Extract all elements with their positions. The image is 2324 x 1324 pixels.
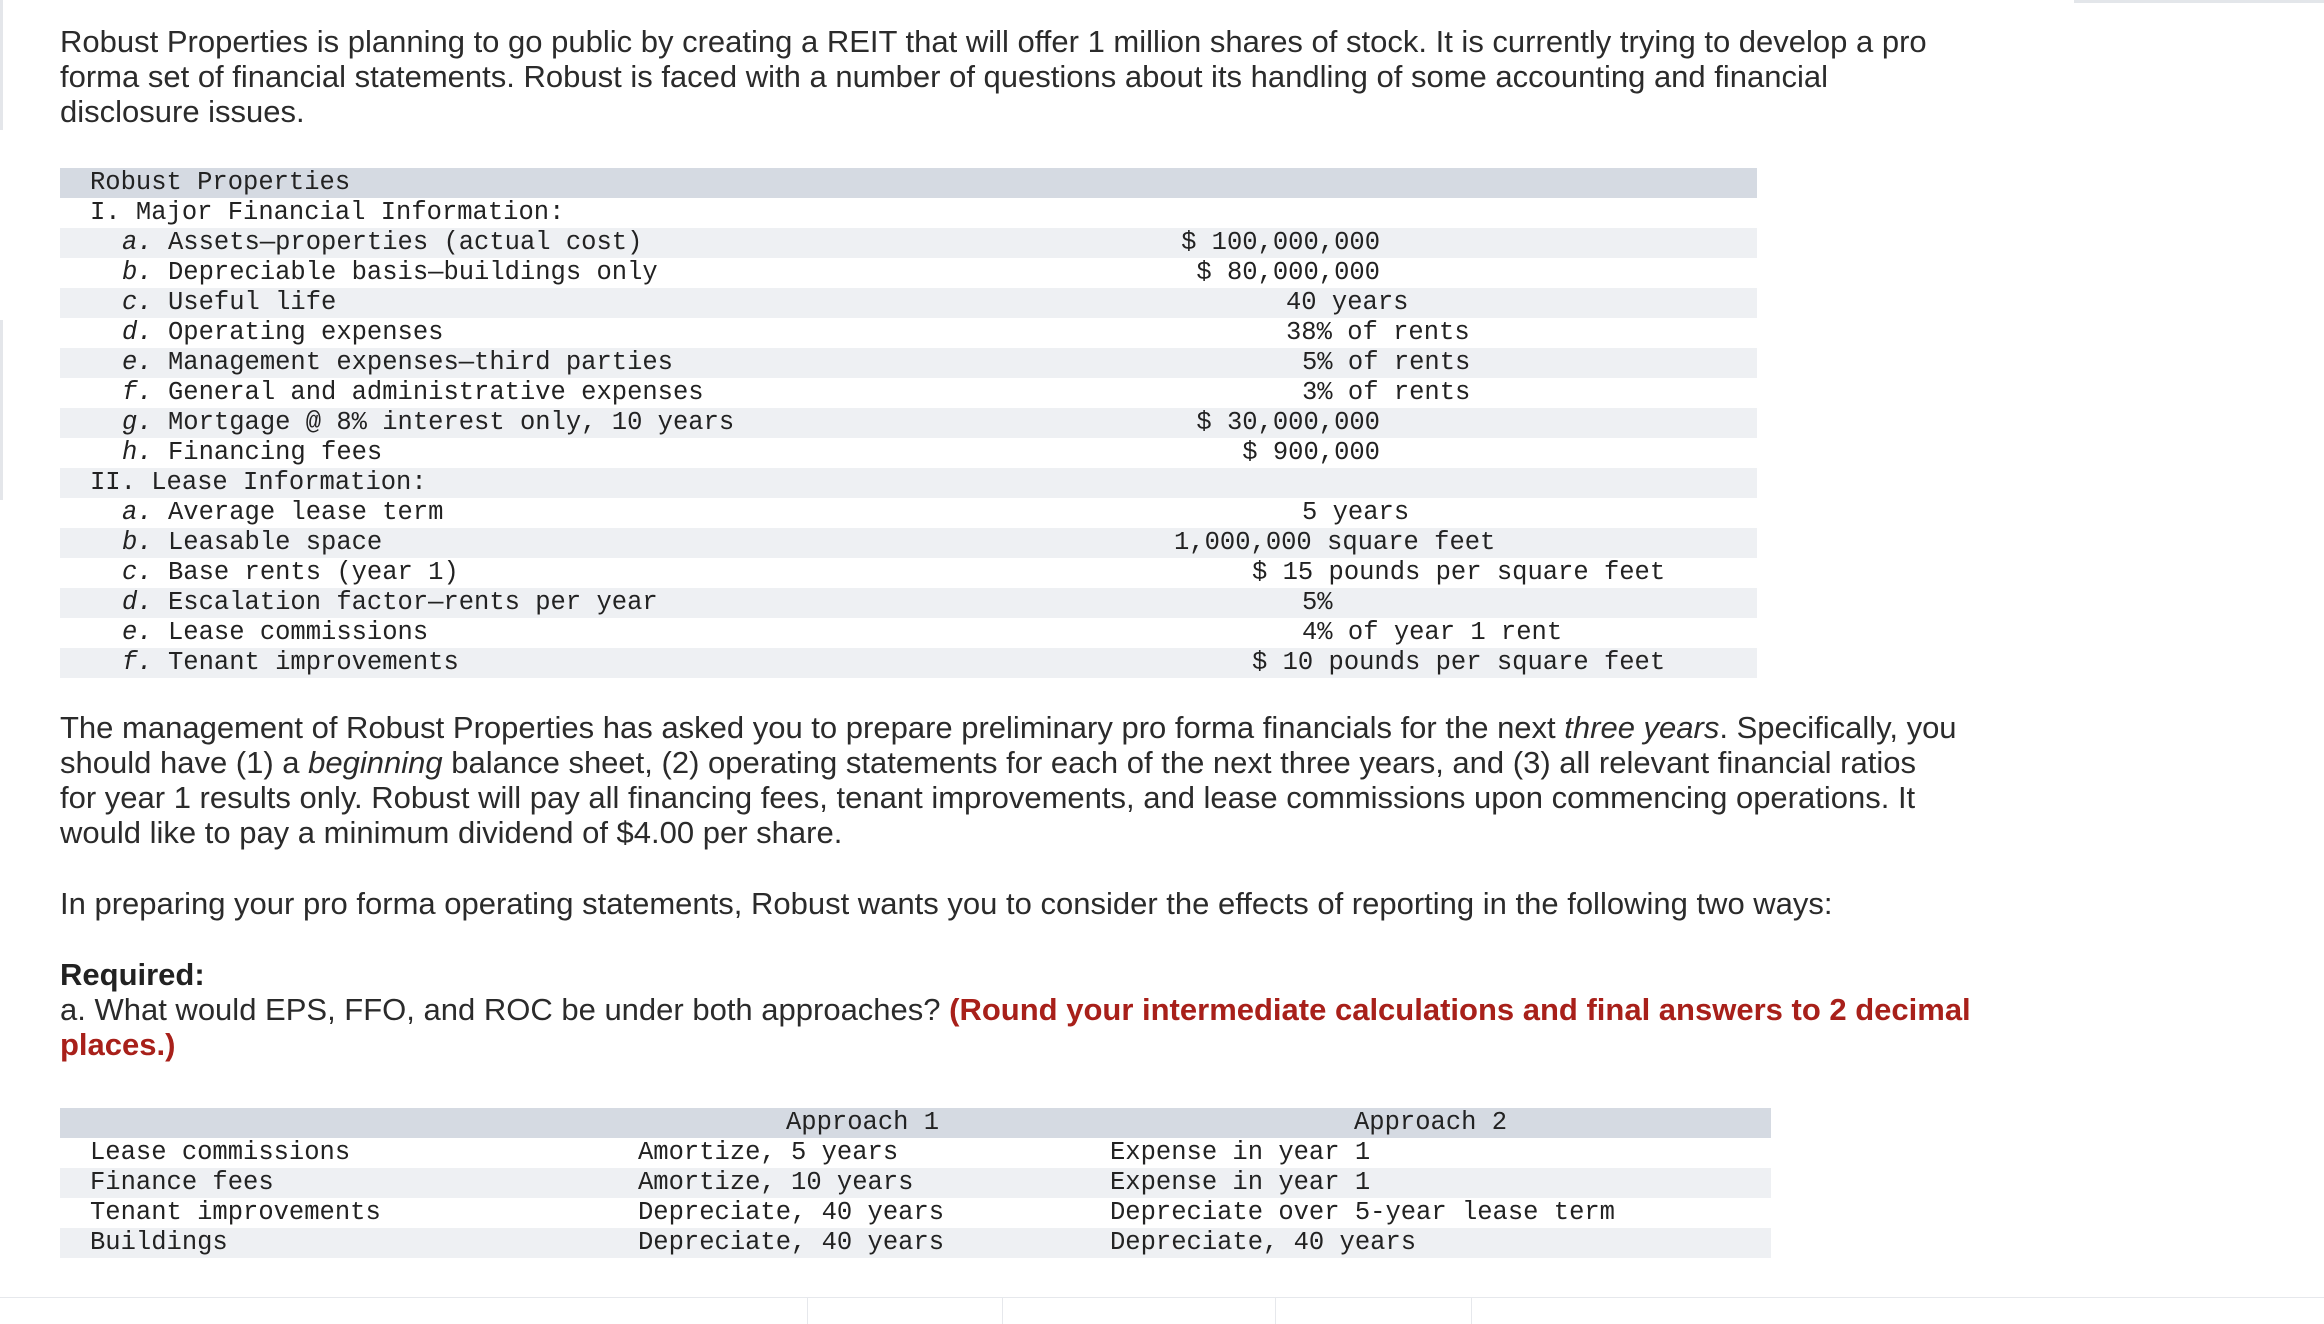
- info-row: [60, 438, 1757, 468]
- item-label: Base rents (year 1): [168, 558, 459, 587]
- info-table-title: Robust Properties: [90, 168, 351, 197]
- item-value: $ 30,000,000: [1196, 408, 1380, 437]
- approach-2-treatment: Expense in year 1: [1110, 1168, 1371, 1197]
- section-heading-row: [60, 468, 1757, 498]
- item-value: 4% of year 1 rent: [1302, 618, 1563, 647]
- item-value: 1,000,000 square feet: [1174, 528, 1496, 557]
- info-row: [60, 348, 1757, 378]
- approach-1-treatment: Amortize, 5 years: [638, 1138, 899, 1167]
- item-value: 3% of rents: [1302, 378, 1471, 407]
- item-value: $ 15 pounds per square feet: [1252, 558, 1666, 587]
- item-label: Operating expenses: [168, 318, 444, 347]
- item-label: General and administrative expenses: [168, 378, 704, 407]
- item-letter: e.: [122, 348, 153, 377]
- info-row: [60, 498, 1757, 528]
- info-table-title-row: [60, 168, 1757, 198]
- info-row: [60, 258, 1757, 288]
- item-letter: d.: [122, 318, 153, 347]
- info-row: [60, 558, 1757, 588]
- info-row: [60, 588, 1757, 618]
- item-label: Depreciable basis—buildings only: [168, 258, 658, 287]
- approach-2-treatment: Depreciate over 5-year lease term: [1110, 1198, 1615, 1227]
- section-heading: II. Lease Information:: [90, 468, 427, 497]
- item-value: $ 900,000: [1242, 438, 1380, 467]
- approach-row: [60, 1228, 1771, 1258]
- item-value: $ 10 pounds per square feet: [1252, 648, 1666, 677]
- item-letter: b.: [122, 528, 153, 557]
- rounding-instruction: (Round your intermediate calculations and final answers to 2 decimal places.): [60, 992, 1971, 1062]
- section-heading: I. Major Financial Information:: [90, 198, 565, 227]
- paragraph-emphasis: beginning: [308, 745, 443, 780]
- bottom-tick: [807, 1298, 808, 1324]
- item-label: Financing fees: [168, 438, 383, 467]
- item-letter: f.: [122, 648, 153, 677]
- bottom-divider: [0, 1297, 2324, 1298]
- paragraph-text: The management of Robust Properties has asked you to prepare preliminary pro forma financials for the next: [60, 710, 1565, 745]
- header-approach-1: Approach 1: [786, 1108, 940, 1137]
- left-edge-marker: [0, 320, 3, 500]
- intro-paragraph: Robust Properties is planning to go public by creating a REIT that will offer 1 million shares of stock. It is currently trying to develop a pro forma set of financial statements. Robust is faced with a number of questions about its handling of some accounting and financial disclosure issues.: [60, 24, 1927, 129]
- item-value: 38% of rents: [1286, 318, 1470, 347]
- item-letter: e.: [122, 618, 153, 647]
- item-label: Average lease term: [168, 498, 444, 527]
- item-letter: f.: [122, 378, 153, 407]
- bottom-tick: [1002, 1298, 1003, 1324]
- approach-row: [60, 1198, 1771, 1228]
- management-paragraph: [60, 710, 1960, 850]
- item-letter: g.: [122, 408, 153, 437]
- info-row: [60, 408, 1757, 438]
- approach-intro: In preparing your pro forma operating statements, Robust wants you to consider the effects of reporting in the following two ways:: [60, 886, 1833, 921]
- item-value: 5%: [1302, 588, 1333, 617]
- bottom-tick: [1275, 1298, 1276, 1324]
- bottom-tick: [1471, 1298, 1472, 1324]
- item-label: Assets—properties (actual cost): [168, 228, 643, 257]
- item-letter: h.: [122, 438, 153, 467]
- item-label: Escalation factor—rents per year: [168, 588, 658, 617]
- header-approach-2: Approach 2: [1354, 1108, 1508, 1137]
- item-name: Finance fees: [90, 1168, 274, 1197]
- approach-1-treatment: Amortize, 10 years: [638, 1168, 914, 1197]
- item-label: Mortgage @ 8% interest only, 10 years: [168, 408, 735, 437]
- item-value: 5 years: [1302, 498, 1410, 527]
- approach-header-row: [60, 1108, 1771, 1138]
- left-edge-marker: [0, 0, 3, 130]
- top-right-border: [2074, 0, 2324, 3]
- paragraph-text: balance sheet, (2) operating statements for each of the next three years, and (3) all relevant financial ratios for year 1 results only. Robust will pay all financing fees, tenant improvements, and lease commissions upon commencing operations. It would like to pay a minimum dividend of $4.00 per share.: [60, 745, 1916, 850]
- item-label: Management expenses—third parties: [168, 348, 673, 377]
- item-value: 5% of rents: [1302, 348, 1471, 377]
- item-letter: a.: [122, 498, 153, 527]
- item-letter: d.: [122, 588, 153, 617]
- approach-1-treatment: Depreciate, 40 years: [638, 1228, 945, 1257]
- info-row: [60, 648, 1757, 678]
- question-text: a. What would EPS, FFO, and ROC be under both approaches?: [60, 992, 950, 1027]
- approach-2-treatment: Expense in year 1: [1110, 1138, 1371, 1167]
- item-letter: c.: [122, 288, 153, 317]
- info-row: [60, 378, 1757, 408]
- info-row: [60, 288, 1757, 318]
- item-name: Tenant improvements: [90, 1198, 381, 1227]
- approach-row: [60, 1168, 1771, 1198]
- item-label: Lease commissions: [168, 618, 429, 647]
- approach-2-treatment: Depreciate, 40 years: [1110, 1228, 1417, 1257]
- item-letter: a.: [122, 228, 153, 257]
- item-name: Lease commissions: [90, 1138, 351, 1167]
- approach-row: [60, 1138, 1771, 1168]
- info-row: [60, 228, 1757, 258]
- item-letter: b.: [122, 258, 153, 287]
- paragraph-text: . Specifically, you should have (1) a: [60, 710, 1957, 780]
- item-value: $ 100,000,000: [1181, 228, 1380, 257]
- item-label: Tenant improvements: [168, 648, 459, 677]
- info-row: [60, 318, 1757, 348]
- section-heading-row: [60, 198, 1757, 228]
- info-row: [60, 618, 1757, 648]
- info-row: [60, 528, 1757, 558]
- approach-1-treatment: Depreciate, 40 years: [638, 1198, 945, 1227]
- item-value: 40 years: [1286, 288, 1409, 317]
- item-label: Leasable space: [168, 528, 383, 557]
- required-heading: Required:: [60, 957, 205, 992]
- item-value: $ 80,000,000: [1196, 258, 1380, 287]
- required-question: [60, 992, 1980, 1062]
- item-label: Useful life: [168, 288, 337, 317]
- item-letter: c.: [122, 558, 153, 587]
- paragraph-emphasis: three years: [1564, 710, 1720, 745]
- item-name: Buildings: [90, 1228, 228, 1257]
